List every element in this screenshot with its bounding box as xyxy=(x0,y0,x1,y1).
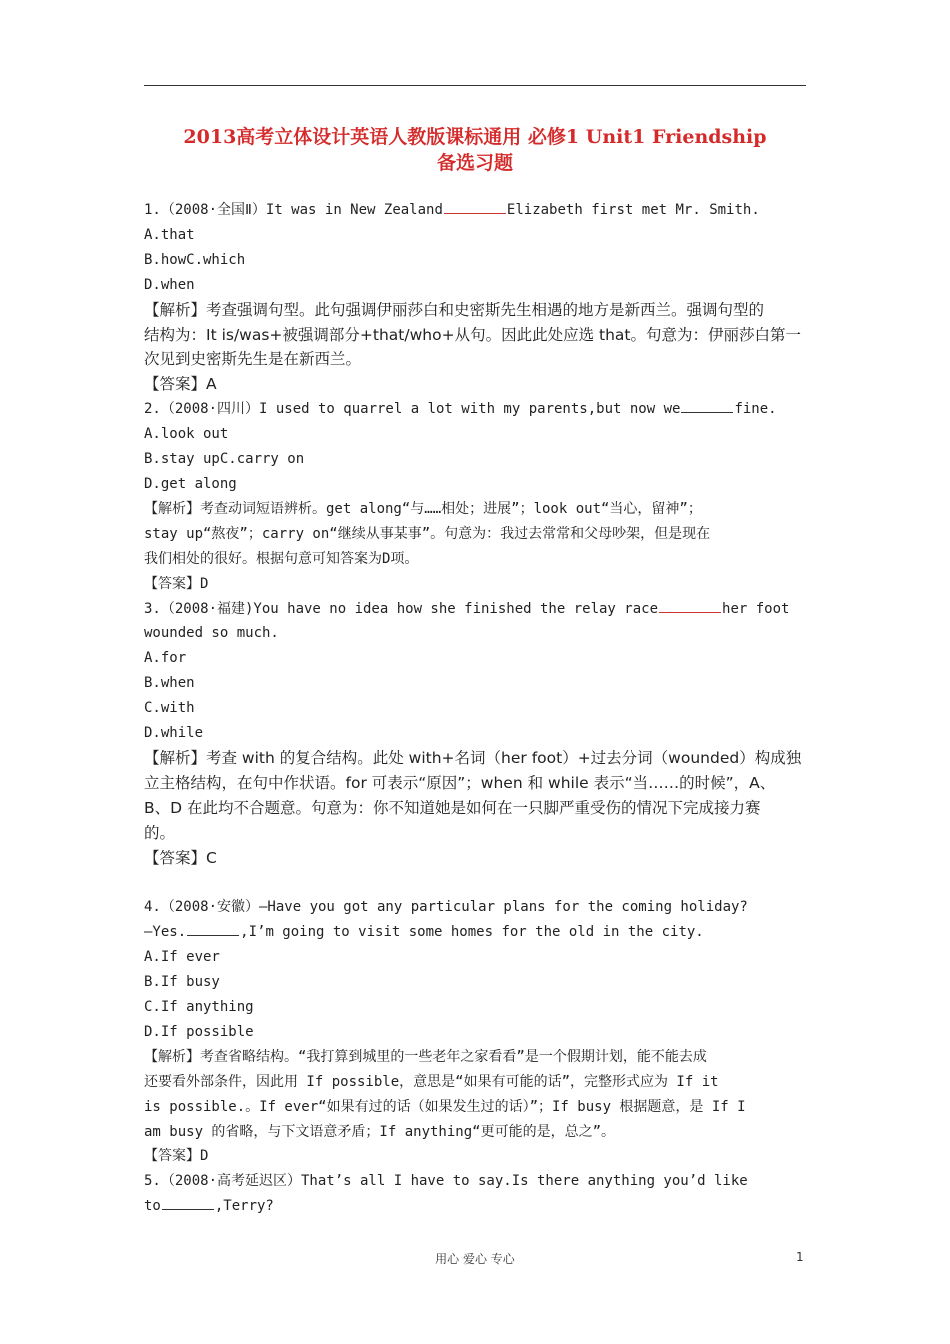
q4-option-d: D.If possible xyxy=(144,1023,254,1040)
q3-explanation-2: 立主格结构，在句中作状语。for 可表示“原因”；when 和 while 表示“当……的时候”，A、 xyxy=(144,773,776,792)
q4-stem-1: 4.（2008·安徽）—Have you got any particular plans for the coming holiday? xyxy=(144,899,748,916)
question-list xyxy=(144,198,814,1219)
q4-explanation-1: 【解析】考查省略结构。“我打算到城里的一些老年之家看看”是一个假期计划，能不能去成 xyxy=(144,1048,707,1065)
q3-option-d: D.while xyxy=(144,725,204,742)
q4-option-c: C.If anything xyxy=(144,998,254,1015)
q1-option-bc: B.howC.which xyxy=(144,251,246,268)
q3-option-c: C.with xyxy=(144,700,195,717)
q4-option-b: B.If busy xyxy=(144,974,220,991)
q5-blank xyxy=(162,1195,214,1210)
q2-answer: 【答案】D xyxy=(144,575,209,592)
q1-stem: 1.（2008·全国Ⅱ）It was in New Zealand Elizabeth first met Mr. Smith. xyxy=(144,198,814,223)
q5-stem-1: 5.（2008·高考延迟区）That’s all I have to say.Is there anything you’d like xyxy=(144,1173,748,1190)
q2-explanation-3: 我们相处的很好。根据句意可知答案为D项。 xyxy=(144,550,419,567)
q3-explanation-3: B、D 在此均不合题意。句意为：你不知道她是如何在一只脚严重受伤的情况下完成接力赛 xyxy=(144,798,761,817)
spacer xyxy=(144,870,814,895)
q2-explanation-1: 【解析】考查动词短语辨析。get along“与……相处；进展”；look out“当心，留神”； xyxy=(144,500,702,517)
page-number: 1 xyxy=(796,1250,804,1264)
q4-explanation-3: is possible.。If ever“如果有过的话（如果发生过的话）”；If busy 根据题意，是 If I xyxy=(144,1098,746,1115)
footer-motto: 用心 爱心 专心 xyxy=(435,1252,515,1266)
q2-blank xyxy=(681,398,733,413)
q3-stem-2: wounded so much. xyxy=(144,625,279,642)
q5-stem-2: to ,Terry? xyxy=(144,1194,814,1219)
q2-option-a: A.look out xyxy=(144,426,229,443)
q4-option-a: A.If ever xyxy=(144,949,220,966)
q1-explanation-2: 结构为：It is/was+被强调部分+that/who+从句。因此此处应选 that。句意为：伊丽莎白第一 xyxy=(144,325,801,344)
header-rule xyxy=(144,85,806,86)
q2-option-d: D.get along xyxy=(144,475,237,492)
q2-option-bc: B.stay upC.carry on xyxy=(144,451,305,468)
q3-blank xyxy=(659,598,721,613)
q1-option-d: D.when xyxy=(144,276,195,293)
q4-answer: 【答案】D xyxy=(144,1148,209,1165)
q2-stem: 2.（2008·四川）I used to quarrel a lot with my parents,but now we fine. xyxy=(144,397,814,422)
title-line-2: 备选习题 xyxy=(436,152,513,174)
q3-answer: 【答案】C xyxy=(144,848,217,867)
q3-explanation-4: 的。 xyxy=(144,823,176,842)
q4-explanation-4: am busy 的省略，与下文语意矛盾；If anything“更可能的是，总之”。 xyxy=(144,1123,616,1140)
q1-blank xyxy=(444,199,506,214)
q1-explanation-3: 次见到史密斯先生是在新西兰。 xyxy=(144,350,362,369)
q1-explanation-1: 【解析】考查强调句型。此句强调伊丽莎白和史密斯先生相遇的地方是新西兰。强调句型的 xyxy=(144,300,765,319)
q3-explanation-1: 【解析】考查 with 的复合结构。此处 with+名词（her foot）+过去分词（wounded）构成独 xyxy=(144,748,802,767)
title-line-1: 2013高考立体设计英语人教版课标通用 必修1 Unit1 Friendship xyxy=(183,126,767,148)
q3-stem-1: 3.（2008·福建)You have no idea how she finished the relay race her foot xyxy=(144,597,814,622)
q3-option-b: B.when xyxy=(144,675,195,692)
q3-option-a: A.for xyxy=(144,650,187,667)
q4-explanation-2: 还要看外部条件，因此用 If possible，意思是“如果有可能的话”，完整形式应为 If it xyxy=(144,1073,719,1090)
q1-option-a: A.that xyxy=(144,226,195,243)
q4-stem-2: —Yes. ,I’m going to visit some homes for the old in the city. xyxy=(144,920,814,945)
document-title xyxy=(100,124,850,176)
q4-blank xyxy=(187,921,239,936)
q1-answer: 【答案】A xyxy=(144,375,217,394)
q2-explanation-2: stay up“熬夜”；carry on“继续从事某事”。句意为：我过去常常和父母吵架，但是现在 xyxy=(144,525,711,542)
